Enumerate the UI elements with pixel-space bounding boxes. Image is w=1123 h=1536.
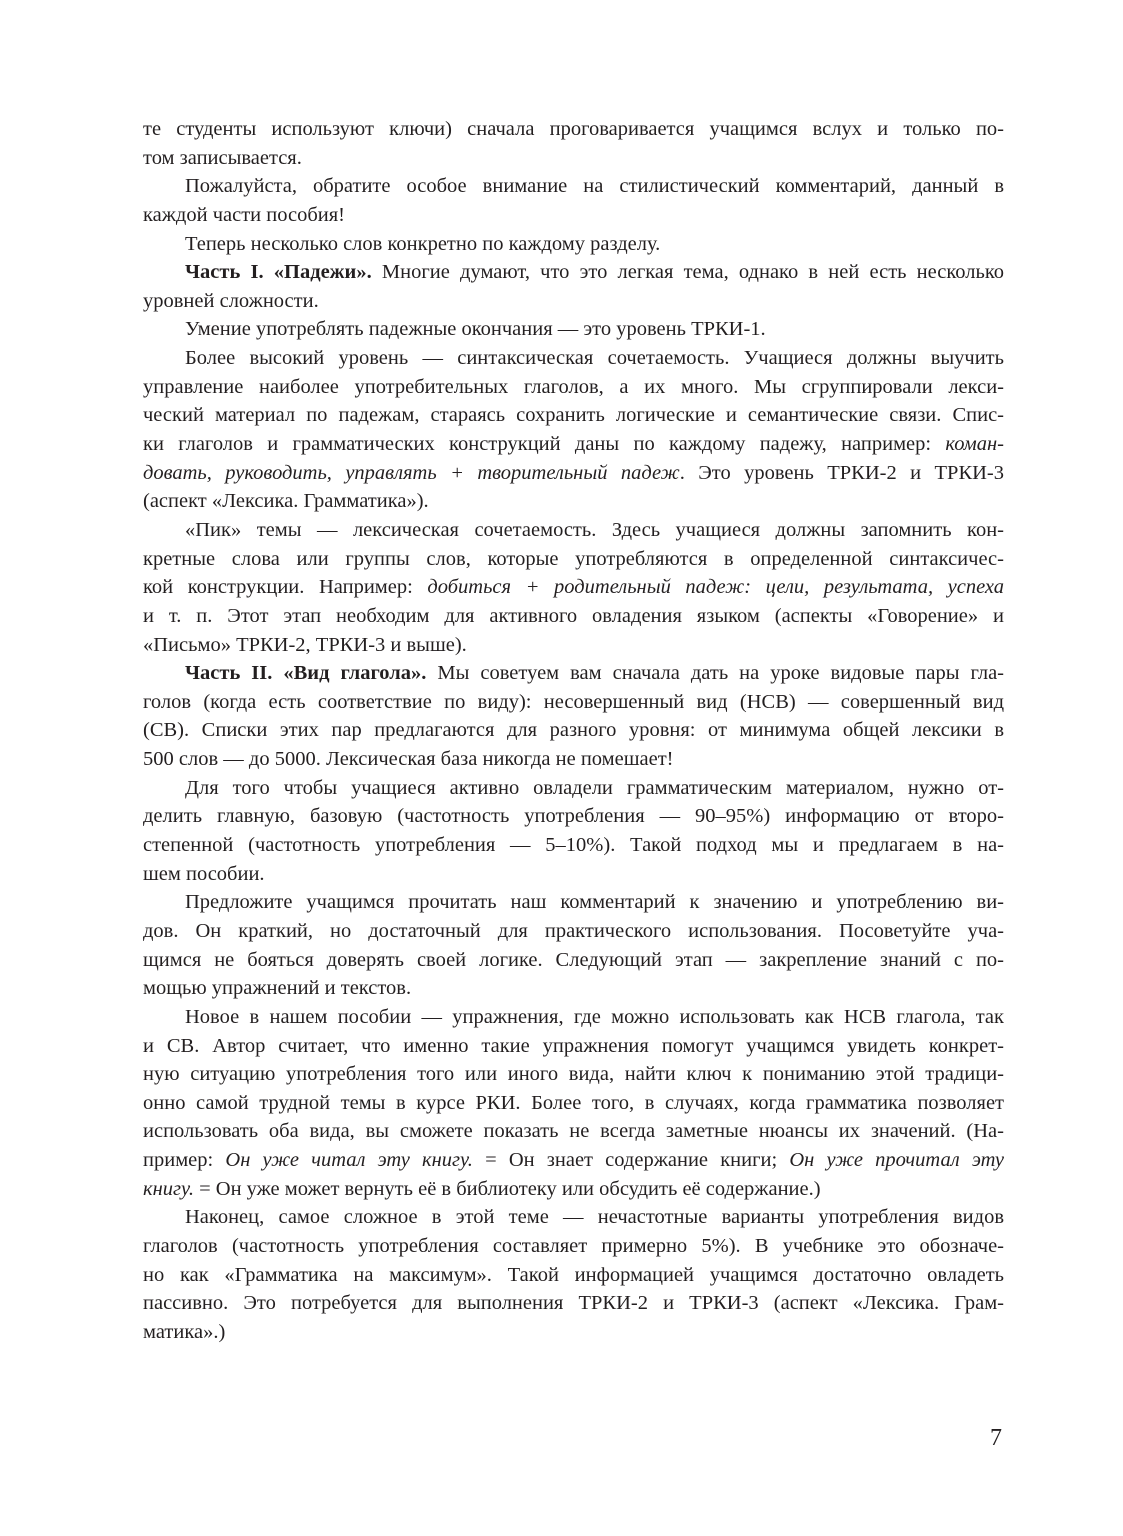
- text-line: [143, 1175, 1004, 1204]
- text-segment: но как «Грамматика на максимум». Такой информацией учащимся достаточно овладеть: [143, 1263, 1004, 1286]
- text-segment: пример:: [143, 1149, 226, 1172]
- bold-heading-text: Часть II. «Вид глагола».: [185, 662, 427, 685]
- text-line: [143, 287, 1004, 316]
- text-line: [143, 1060, 1004, 1089]
- text-line: [143, 602, 1004, 631]
- text-line: [143, 373, 1004, 402]
- text-segment: (аспект «Лексика. Грамматика»).: [143, 490, 429, 513]
- text-line: [143, 802, 1004, 831]
- italic-example-text: довать, руководить, управлять + творительный падеж: [143, 461, 680, 484]
- text-segment: Многие думают, что это легкая тема, однако в ней есть несколько: [371, 261, 1004, 284]
- text-segment: глаголов (частотность употребления составляет примерно 5%). В учебнике это обозначе-: [143, 1234, 1004, 1257]
- text-segment: кретные слова или группы слов, которые употребляются в определенной синтаксичес-: [143, 547, 1004, 570]
- text-line: [143, 888, 1004, 917]
- text-line: [143, 487, 1004, 516]
- text-line: [143, 315, 1004, 344]
- text-segment: кой конструкции. Например:: [143, 576, 428, 599]
- text-segment: 500 слов — до 5000. Лексическая база никогда не помешает!: [143, 748, 674, 771]
- text-line: [143, 745, 1004, 774]
- italic-example-text: Он уже прочитал эту: [789, 1149, 1004, 1172]
- page-number: 7: [990, 1425, 1002, 1451]
- text-segment: каждой части пособия!: [143, 203, 345, 226]
- text-line: [143, 344, 1004, 373]
- text-line: [143, 1203, 1004, 1232]
- text-line: [143, 115, 1004, 144]
- italic-example-text: добиться + родительный падеж: цели, результата, успеха: [427, 576, 1004, 599]
- text-segment: Новое в нашем пособии — упражнения, где можно использовать как НСВ глагола, так: [185, 1005, 1004, 1028]
- text-segment: (СВ). Списки этих пар предлагаются для разного уровня: от минимума общей лексики в: [143, 719, 1004, 742]
- text-segment: . Это уровень ТРКИ-2 и ТРКИ-3: [679, 461, 1004, 484]
- text-segment: те студенты используют ключи) сначала проговаривается учащимся вслух и только по-: [143, 118, 1004, 140]
- text-line: [143, 430, 1004, 459]
- text-line: [143, 258, 1004, 287]
- text-segment: Для того чтобы учащиеся активно овладели грамматическим материалом, нужно от-: [185, 776, 1004, 799]
- text-line: [143, 831, 1004, 860]
- text-line: [143, 917, 1004, 946]
- text-line: [143, 1146, 1004, 1175]
- text-line: [143, 946, 1004, 975]
- text-segment: ческий материал по падежам, стараясь сохранить логические и семантические связи. Спис-: [143, 404, 1004, 427]
- text-segment: Пожалуйста, обратите особое внимание на стилистический комментарий, данный в: [185, 175, 1004, 198]
- text-line: [143, 688, 1004, 717]
- text-segment: и т. п. Этот этап необходим для активного овладения языком (аспекты «Говорение» и: [143, 604, 1004, 627]
- text-line: [143, 631, 1004, 660]
- text-line: [143, 144, 1004, 173]
- text-line: [143, 1117, 1004, 1146]
- text-line: [143, 1261, 1004, 1290]
- text-segment: Умение употреблять падежные окончания — это уровень ТРКИ-1.: [185, 318, 766, 341]
- page-body-text: [143, 115, 1004, 1347]
- text-segment: использовать оба вида, вы сможете показать не всегда заметные нюансы их значений. (На-: [143, 1120, 1004, 1143]
- text-segment: Предложите учащимся прочитать наш комментарий к значению и употреблению ви-: [185, 891, 1004, 914]
- text-segment: Наконец, самое сложное в этой теме — нечастотные варианты употребления видов: [185, 1206, 1004, 1229]
- text-segment: ки глаголов и грамматических конструкций даны по каждому падежу, например:: [143, 433, 946, 456]
- italic-example-text: Он уже читал эту книгу.: [225, 1149, 473, 1172]
- text-segment: том записывается.: [143, 146, 302, 169]
- text-segment: = Он уже может вернуть её в библиотеку или обсудить её содержание.): [193, 1177, 821, 1200]
- text-line: [143, 860, 1004, 889]
- text-line: [143, 1032, 1004, 1061]
- text-segment: и СВ. Автор считает, что именно такие упражнения помогут учащимся увидеть конкрет-: [143, 1034, 1004, 1057]
- text-line: [143, 974, 1004, 1003]
- text-line: [143, 1232, 1004, 1261]
- text-segment: ную ситуацию употребления того или иного вида, найти ключ к пониманию этой традици-: [143, 1063, 1004, 1086]
- text-line: [143, 774, 1004, 803]
- text-segment: онно самой трудной темы в курсе РКИ. Более того, в случаях, когда грамматика позволяет: [143, 1091, 1004, 1114]
- text-line: [143, 545, 1004, 574]
- text-segment: Мы советуем вам сначала дать на уроке видовые пары гла-: [426, 662, 1004, 685]
- text-line: [143, 659, 1004, 688]
- text-segment: управление наиболее употребительных глаголов, а их много. Мы сгруппировали лекси-: [143, 375, 1004, 398]
- bold-heading-text: Часть I. «Падежи».: [185, 261, 372, 284]
- text-segment: мощью упражнений и текстов.: [143, 977, 412, 1000]
- text-line: [143, 516, 1004, 545]
- text-line: [143, 172, 1004, 201]
- text-segment: матика».): [143, 1320, 226, 1343]
- text-segment: Теперь несколько слов конкретно по каждому разделу.: [185, 232, 661, 255]
- text-line: [143, 401, 1004, 430]
- text-line: [143, 1089, 1004, 1118]
- text-segment: шем пособии.: [143, 862, 265, 885]
- text-segment: уровней сложности.: [143, 289, 319, 312]
- text-line: [143, 573, 1004, 602]
- text-line: [143, 1318, 1004, 1347]
- italic-example-text: коман-: [945, 433, 1004, 456]
- text-segment: дов. Он краткий, но достаточный для практического использования. Посоветуйте уча-: [143, 919, 1004, 942]
- text-segment: = Он знает содержание книги;: [472, 1149, 790, 1172]
- text-segment: делить главную, базовую (частотность употребления — 90–95%) информацию от второ-: [143, 805, 1004, 828]
- text-segment: Более высокий уровень — синтаксическая сочетаемость. Учащиеся должны выучить: [185, 347, 1004, 370]
- text-line: [143, 1289, 1004, 1318]
- text-line: [143, 1003, 1004, 1032]
- text-line: [143, 230, 1004, 259]
- text-segment: голов (когда есть соответствие по виду): несовершенный вид (НСВ) — совершенный вид: [143, 690, 1004, 713]
- text-segment: «Пик» темы — лексическая сочетаемость. Здесь учащиеся должны запомнить кон-: [185, 518, 1004, 541]
- text-segment: пассивно. Это потребуется для выполнения ТРКИ-2 и ТРКИ-3 (аспект «Лексика. Грам-: [143, 1292, 1004, 1315]
- text-line: [143, 201, 1004, 230]
- text-segment: «Письмо» ТРКИ-2, ТРКИ-3 и выше).: [143, 633, 467, 656]
- text-segment: степенной (частотность употребления — 5–10%). Такой подход мы и предлагаем в на-: [143, 834, 1004, 857]
- italic-example-text: книгу.: [143, 1177, 194, 1200]
- text-line: [143, 459, 1004, 488]
- text-line: [143, 716, 1004, 745]
- text-segment: щимся не бояться доверять своей логике. Следующий этап — закрепление знаний с по-: [143, 948, 1004, 971]
